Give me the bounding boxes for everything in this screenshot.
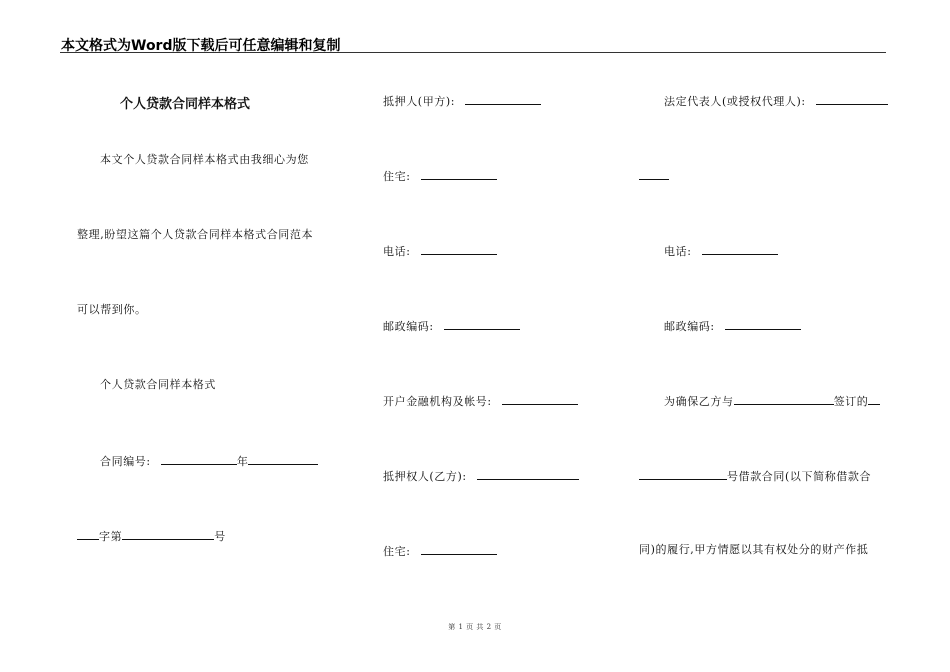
mortgagee-blank [477,468,579,480]
residence-label-2: 住宅: [383,545,411,558]
phone-blank-1 [421,243,497,255]
ensure-line [664,393,880,409]
bank-account-line [383,393,578,409]
ensure-party-blank [734,393,834,405]
postcode-blank-2 [725,318,801,330]
postcode-line-1 [383,318,520,334]
mortgagor-blank [465,93,541,105]
postcode-blank-1 [444,318,520,330]
mortgagor-line [383,93,541,109]
document-title: 个人贷款合同样本格式 [120,97,251,112]
phone-blank-2 [702,243,778,255]
performance-line: 同)的履行,甲方情愿以其有权处分的财产作抵 [639,543,869,556]
phone-label-1: 电话: [383,245,411,258]
page-footer: 第 1 页 共 2 页 [448,623,502,631]
legal-rep-blank-continued [639,168,669,180]
postcode-line-2 [664,318,801,334]
phone-line-2 [664,243,778,259]
legal-rep-continuation [639,168,669,184]
header-title: 本文格式为Word版下载后可任意编辑和复制 [61,38,341,54]
bank-account-label: 开户金融机构及帐号: [383,395,492,408]
postcode-label-1: 邮政编码: [383,320,434,333]
bank-account-blank [502,393,578,405]
year-blank [248,453,318,465]
legal-rep-line [664,93,888,109]
mortgagor-label: 抵押人(甲方): [383,95,456,108]
contract-zi-line [77,528,226,544]
residence-blank-1 [421,168,497,180]
residence-line-1 [383,168,497,184]
ensure-trailing-blank [868,393,880,405]
phone-line-1 [383,243,497,259]
ensure-text-2: 签订的 [833,395,869,408]
contract-subtitle: 个人贷款合同样本格式 [100,378,216,391]
header-divider [60,52,886,53]
zi-label: 字第 [99,530,123,543]
legal-rep-blank [816,93,888,105]
prefix-blank [77,528,99,540]
contract-number-label: 合同编号: [100,455,151,468]
contract-number-line [100,453,318,469]
year-label: 年 [236,455,249,468]
intro-line-2: 整理,盼望这篇个人贷款合同样本格式合同范本 [77,228,314,241]
loan-contract-text: 号借款合同(以下简称借款合 [727,470,872,483]
contract-number-blank [161,453,237,465]
intro-line-1: 本文个人贷款合同样本格式由我细心为您 [100,153,309,166]
mortgagee-line [383,468,579,484]
ensure-text-1: 为确保乙方与 [664,395,734,408]
mortgagee-label: 抵押权人(乙方): [383,470,467,483]
legal-rep-label: 法定代表人(或授权代理人): [664,95,806,108]
intro-line-3: 可以帮到你。 [77,303,147,316]
residence-blank-2 [421,543,497,555]
phone-label-2: 电话: [664,245,692,258]
residence-label-1: 住宅: [383,170,411,183]
postcode-label-2: 邮政编码: [664,320,715,333]
zi-number-blank [122,528,214,540]
loan-contract-line [639,468,871,484]
hao-label: 号 [214,530,226,543]
residence-line-2 [383,543,497,559]
loan-contract-number-blank [639,468,727,480]
